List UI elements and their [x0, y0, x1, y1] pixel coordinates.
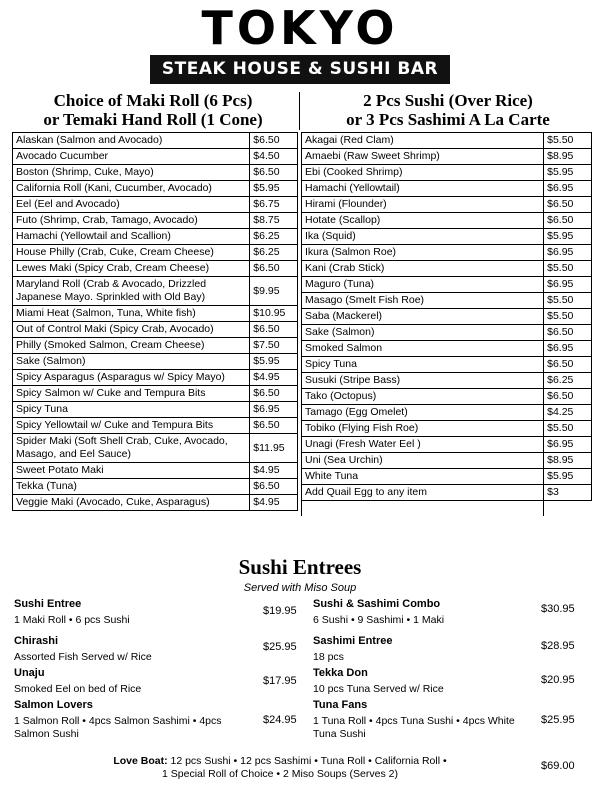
- table-row: [302, 437, 592, 453]
- item-name: House Philly (Crab, Cuke, Cream Cheese): [13, 245, 250, 261]
- table-row: [302, 341, 592, 357]
- item-price: $6.50: [250, 418, 298, 434]
- loveboat-line2: 1 Special Roll of Choice • 2 Miso Soups (Serves 2): [162, 768, 398, 780]
- table-row: [302, 389, 592, 405]
- table-row: [13, 197, 298, 213]
- item-name: Sake (Salmon): [302, 325, 544, 341]
- item-name: Spicy Salmon w/ Cuke and Tempura Bits: [13, 386, 250, 402]
- loveboat-price: $69.00: [541, 760, 575, 772]
- item-price: $6.95: [250, 402, 298, 418]
- item-name: Futo (Shrimp, Crab, Tamago, Avocado): [13, 213, 250, 229]
- table-row: [302, 245, 592, 261]
- item-price: $4.95: [250, 370, 298, 386]
- item-name: Hamachi (Yellowtail and Scallion): [13, 229, 250, 245]
- maki-heading-line1: Choice of Maki Roll (6 Pcs): [53, 91, 253, 110]
- sushi-heading: [302, 91, 594, 129]
- item-price: $4.25: [544, 405, 592, 421]
- loveboat-label: Love Boat:: [113, 755, 168, 767]
- item-price: $4.95: [250, 463, 298, 479]
- table-row: [13, 306, 298, 322]
- item-name: Ikura (Salmon Roe): [302, 245, 544, 261]
- entree-item: [313, 635, 528, 664]
- item-name: Smoked Salmon: [302, 341, 544, 357]
- empty-cell: [544, 501, 592, 517]
- entree-desc: 1 Tuna Roll • 4pcs Tuna Sushi • 4pcs White Tuna Sushi: [313, 715, 515, 740]
- table-row: [13, 370, 298, 386]
- entree-name: Tekka Don: [313, 667, 368, 679]
- item-price: $8.95: [544, 149, 592, 165]
- restaurant-tagline: STEAK HOUSE & SUSHI BAR: [150, 55, 450, 84]
- item-price: $6.50: [544, 197, 592, 213]
- item-price: $9.95: [250, 277, 298, 306]
- item-name: Boston (Shrimp, Cuke, Mayo): [13, 165, 250, 181]
- item-name: White Tuna: [302, 469, 544, 485]
- item-price: $6.50: [250, 165, 298, 181]
- heading-divider: [299, 92, 300, 130]
- item-name: Spicy Tuna: [13, 402, 250, 418]
- item-name: Spicy Yellowtail w/ Cuke and Tempura Bits: [13, 418, 250, 434]
- table-row: [302, 325, 592, 341]
- entree-price: $25.95: [263, 641, 297, 653]
- table-row: [13, 165, 298, 181]
- table-row: [13, 434, 298, 463]
- entree-price: $28.95: [541, 640, 575, 652]
- entree-item: [313, 699, 528, 741]
- entree-desc: 1 Salmon Roll • 4pcs Salmon Sashimi • 4pcs Salmon Sushi: [14, 715, 222, 740]
- entree-desc: Assorted Fish Served w/ Rice: [14, 651, 152, 663]
- entrees-title: Sushi Entrees: [238, 555, 362, 579]
- entree-price: $17.95: [263, 675, 297, 687]
- table-row: [13, 245, 298, 261]
- item-price: $6.50: [544, 325, 592, 341]
- item-price: $5.50: [544, 261, 592, 277]
- table-row: [13, 402, 298, 418]
- item-price: $8.95: [544, 453, 592, 469]
- item-price: $6.50: [544, 389, 592, 405]
- item-name: California Roll (Kani, Cucumber, Avocado): [13, 181, 250, 197]
- item-price: $4.95: [250, 495, 298, 511]
- item-name: Lewes Maki (Spicy Crab, Cream Cheese): [13, 261, 250, 277]
- item-name: Amaebi (Raw Sweet Shrimp): [302, 149, 544, 165]
- item-name: Unagi (Fresh Water Eel ): [302, 437, 544, 453]
- item-price: $6.50: [544, 357, 592, 373]
- entree-price: $25.95: [541, 714, 575, 726]
- item-price: $6.50: [544, 213, 592, 229]
- entree-item: [313, 598, 528, 627]
- item-name: Uni (Sea Urchin): [302, 453, 544, 469]
- item-price: $10.95: [250, 306, 298, 322]
- table-row: [13, 261, 298, 277]
- item-name: Tekka (Tuna): [13, 479, 250, 495]
- table-row: [13, 149, 298, 165]
- table-row: [13, 213, 298, 229]
- item-price: $5.50: [544, 309, 592, 325]
- item-name: Masago (Smelt Fish Roe): [302, 293, 544, 309]
- item-price: $6.50: [250, 479, 298, 495]
- item-name: Ebi (Cooked Shrimp): [302, 165, 544, 181]
- item-name: Miami Heat (Salmon, Tuna, White fish): [13, 306, 250, 322]
- item-name: Sake (Salmon): [13, 354, 250, 370]
- entree-name: Sashimi Entree: [313, 635, 393, 647]
- item-name: Hamachi (Yellowtail): [302, 181, 544, 197]
- entree-price: $19.95: [263, 605, 297, 617]
- item-name: Tobiko (Flying Fish Roe): [302, 421, 544, 437]
- entree-desc: Smoked Eel on bed of Rice: [14, 683, 142, 695]
- table-row: [13, 386, 298, 402]
- table-row: [13, 495, 298, 511]
- empty-cell: [302, 501, 544, 517]
- item-name: Maryland Roll (Crab & Avocado, Drizzled Japanese Mayo. Sprinkled with Old Bay): [13, 277, 250, 306]
- item-name: Avocado Cucumber: [13, 149, 250, 165]
- table-row: [302, 261, 592, 277]
- item-name: Hotate (Scallop): [302, 213, 544, 229]
- item-price: $6.50: [250, 322, 298, 338]
- item-price: $3: [544, 485, 592, 501]
- sushi-heading-line1: 2 Pcs Sushi (Over Rice): [363, 91, 533, 110]
- table-row: [302, 165, 592, 181]
- sushi-table: [301, 132, 592, 516]
- item-price: $5.50: [544, 133, 592, 149]
- entree-desc: 18 pcs: [313, 651, 344, 663]
- table-row: [302, 469, 592, 485]
- item-price: $5.95: [250, 181, 298, 197]
- table-row: [302, 309, 592, 325]
- item-name: Tako (Octopus): [302, 389, 544, 405]
- entree-desc: 6 Sushi • 9 Sashimi • 1 Maki: [313, 614, 445, 626]
- item-price: $5.95: [544, 229, 592, 245]
- table-row: [302, 197, 592, 213]
- table-row: [302, 453, 592, 469]
- table-row: [13, 354, 298, 370]
- item-price: $5.50: [544, 293, 592, 309]
- table-row: [302, 133, 592, 149]
- item-name: Saba (Mackerel): [302, 309, 544, 325]
- table-row: [302, 485, 592, 501]
- table-row: [13, 463, 298, 479]
- loveboat-line1: 12 pcs Sushi • 12 pcs Sashimi • Tuna Roll • California Roll •: [170, 755, 447, 767]
- item-name: Veggie Maki (Avocado, Cuke, Asparagus): [13, 495, 250, 511]
- item-price: $6.25: [544, 373, 592, 389]
- table-row: [13, 418, 298, 434]
- item-price: $6.75: [250, 197, 298, 213]
- item-price: $4.50: [250, 149, 298, 165]
- table-row: [13, 229, 298, 245]
- item-name: Out of Control Maki (Spicy Crab, Avocado): [13, 322, 250, 338]
- item-price: $11.95: [250, 434, 298, 463]
- table-row: [302, 421, 592, 437]
- item-name: Susuki (Stripe Bass): [302, 373, 544, 389]
- item-name: Spider Maki (Soft Shell Crab, Cuke, Avocado, Masago, and Eel Sauce): [13, 434, 250, 463]
- table-row: [302, 293, 592, 309]
- item-name: Eel (Eel and Avocado): [13, 197, 250, 213]
- entree-name: Chirashi: [14, 635, 59, 647]
- item-name: Ika (Squid): [302, 229, 544, 245]
- item-price: $6.50: [250, 261, 298, 277]
- item-price: $5.95: [544, 469, 592, 485]
- item-name: Kani (Crab Stick): [302, 261, 544, 277]
- item-name: Alaskan (Salmon and Avocado): [13, 133, 250, 149]
- item-price: $6.50: [250, 386, 298, 402]
- table-row: [302, 373, 592, 389]
- entree-item: [14, 598, 254, 627]
- maki-heading-line2: or Temaki Hand Roll (1 Cone): [43, 110, 263, 129]
- item-name: Add Quail Egg to any item: [302, 485, 544, 501]
- table-row: [302, 277, 592, 293]
- table-row: [13, 133, 298, 149]
- entree-price: $24.95: [263, 714, 297, 726]
- entree-price: $20.95: [541, 674, 575, 686]
- restaurant-header: [0, 1, 600, 84]
- item-price: $5.95: [250, 354, 298, 370]
- table-row: [13, 181, 298, 197]
- item-name: Spicy Tuna: [302, 357, 544, 373]
- maki-table: [12, 132, 298, 511]
- item-name: Tamago (Egg Omelet): [302, 405, 544, 421]
- entree-name: Tuna Fans: [313, 699, 368, 711]
- entree-desc: 10 pcs Tuna Served w/ Rice: [313, 683, 444, 695]
- entree-price: $30.95: [541, 603, 575, 615]
- table-row: [302, 229, 592, 245]
- item-name: Akagai (Red Clam): [302, 133, 544, 149]
- table-row: [302, 405, 592, 421]
- table-row: [13, 277, 298, 306]
- entree-item: [14, 699, 254, 741]
- entree-item: [14, 667, 254, 696]
- item-price: $6.95: [544, 245, 592, 261]
- table-row: [302, 149, 592, 165]
- maki-heading: [8, 91, 298, 129]
- item-name: Hirami (Flounder): [302, 197, 544, 213]
- item-price: $6.25: [250, 245, 298, 261]
- entree-name: Unaju: [14, 667, 45, 679]
- table-row: [302, 501, 592, 517]
- item-price: $6.50: [250, 133, 298, 149]
- loveboat-item: [60, 755, 500, 781]
- item-price: $6.95: [544, 437, 592, 453]
- sushi-heading-line2: or 3 Pcs Sashimi A La Carte: [346, 110, 550, 129]
- table-row: [302, 213, 592, 229]
- item-price: $5.95: [544, 165, 592, 181]
- entree-desc: 1 Maki Roll • 6 pcs Sushi: [14, 614, 130, 626]
- entrees-subtitle: Served with Miso Soup: [243, 582, 357, 594]
- item-price: $6.25: [250, 229, 298, 245]
- item-name: Spicy Asparagus (Asparagus w/ Spicy Mayo): [13, 370, 250, 386]
- item-price: $8.75: [250, 213, 298, 229]
- item-price: $5.50: [544, 421, 592, 437]
- item-price: $6.95: [544, 277, 592, 293]
- item-name: Maguro (Tuna): [302, 277, 544, 293]
- entree-item: [313, 667, 528, 696]
- table-row: [13, 338, 298, 354]
- table-row: [302, 357, 592, 373]
- entree-name: Sushi Entree: [14, 598, 82, 610]
- item-name: Sweet Potato Maki: [13, 463, 250, 479]
- table-row: [13, 479, 298, 495]
- item-price: $6.95: [544, 181, 592, 197]
- entree-name: Sushi & Sashimi Combo: [313, 598, 441, 610]
- table-row: [13, 322, 298, 338]
- item-name: Philly (Smoked Salmon, Cream Cheese): [13, 338, 250, 354]
- item-price: $7.50: [250, 338, 298, 354]
- entree-name: Salmon Lovers: [14, 699, 93, 711]
- entree-item: [14, 635, 254, 664]
- table-row: [302, 181, 592, 197]
- restaurant-name: TOKYO: [201, 1, 399, 55]
- item-price: $6.95: [544, 341, 592, 357]
